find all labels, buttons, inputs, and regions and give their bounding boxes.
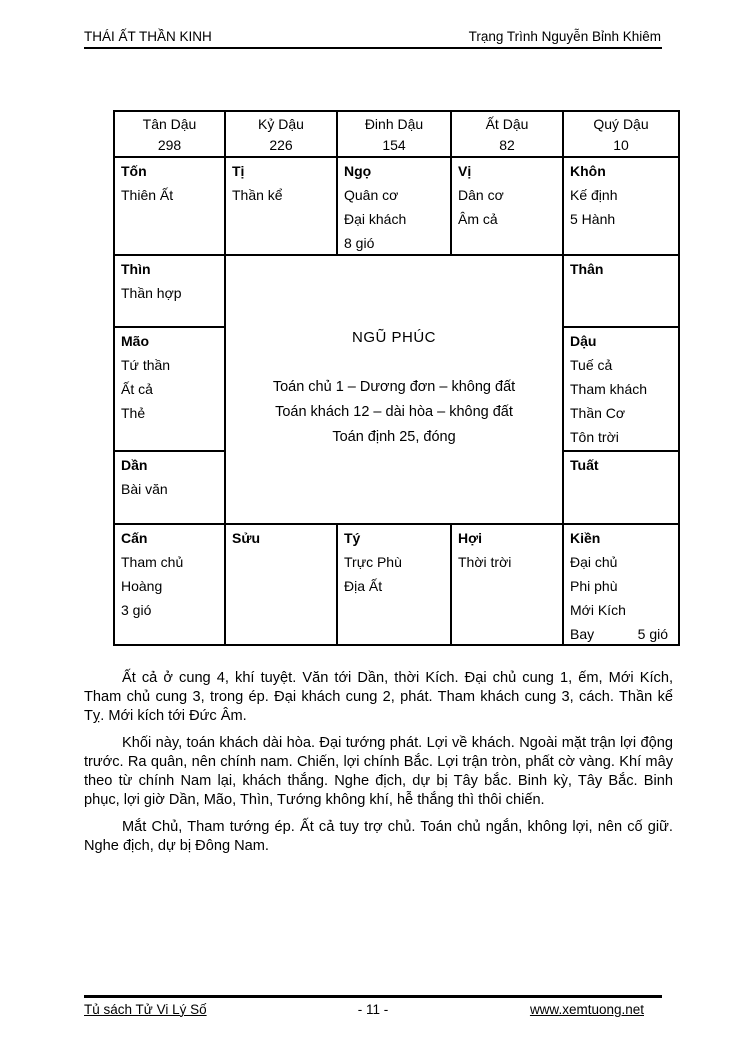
cell-line: Thẻ	[121, 405, 146, 421]
cell-tuat	[564, 452, 680, 525]
toan-khach-line: Toán khách 12 – dài hòa – không đất	[275, 404, 513, 420]
page-footer	[84, 1002, 662, 1022]
cell-title: Vị	[458, 163, 472, 179]
year-cell-ky-dau	[226, 112, 338, 158]
gio-label: 5 gió	[637, 626, 668, 642]
cell-title: Tị	[232, 163, 245, 179]
page-header	[84, 29, 661, 44]
cell-line: Tham chủ	[121, 554, 184, 570]
cell-line: Tham khách	[570, 381, 648, 397]
paragraph-3: Mắt Chủ, Tham tướng ép. Ất cả tuy trợ chủ. Toán chủ ngắn, không lợi, nên cố giữ. Nghe địch, dự bị Đông Nam.	[84, 819, 673, 854]
cell-line: 8 gió	[344, 235, 375, 251]
cell-line: 3 gió	[121, 602, 152, 618]
cell-line: 5 Hành	[570, 211, 616, 227]
toan-chu-line: Toán chủ 1 – Dương đơn – không đất	[272, 379, 516, 395]
cell-title: Sửu	[232, 530, 261, 546]
cell-mao	[115, 328, 226, 452]
cell-thin	[115, 256, 226, 328]
center-cell-ngu-phuc	[226, 256, 564, 525]
cell-line: Đại khách	[344, 211, 407, 227]
cell-title: Tuất	[570, 457, 599, 473]
year-cell-quy-dau	[564, 112, 680, 158]
bay-label: Bay	[570, 626, 595, 642]
cell-line: Địa Ất	[344, 578, 383, 594]
cell-vi	[452, 158, 564, 256]
cell-line: Bài văn	[121, 481, 168, 497]
cell-kien	[564, 525, 680, 646]
body-text	[84, 669, 673, 864]
header-rule	[84, 47, 662, 49]
cell-ngo	[338, 158, 452, 256]
cell-title: Thìn	[121, 261, 151, 277]
footer-website-link[interactable]: www.xemtuong.net	[529, 1002, 644, 1017]
cell-title: Cấn	[121, 530, 148, 546]
book-title: THÁI ẤT THẦN KINH	[84, 29, 212, 44]
year-value: 298	[157, 137, 182, 153]
year-name: Tân Dậu	[142, 116, 197, 132]
cell-line: Âm cả	[458, 211, 498, 227]
footer-series-title: Tủ sách Tử Vi Lý Số	[84, 1002, 207, 1017]
cell-title: Hợi	[458, 530, 482, 546]
year-name: Đinh Dậu	[364, 116, 424, 132]
paragraph-2: Khối này, toán khách dài hòa. Đại tướng phát. Lợi về khách. Ngoài mặt trận lợi động trước. Ra quân, nên chính nam. Chiến, lợi chính Bắc. Lợi trận tròn, phất cờ vàng. Khí mây theo từ chính Nam lại, khách thắng. Nghe địch, dự bị Tây bắc. Binh kỳ, Tây Bắc. Binh phục, lợi giờ Dần, Mão, Thìn, Tướng không khí, hễ thắng thì thôi chiến.	[84, 735, 673, 808]
cell-ty	[338, 525, 452, 646]
year-cell-tan-dau	[115, 112, 226, 158]
year-name: Quý Dậu	[593, 116, 649, 132]
footer-rule	[84, 995, 662, 998]
cell-ton	[115, 158, 226, 256]
cell-line: Thần kể	[232, 187, 283, 203]
year-value: 10	[613, 137, 629, 153]
toan-dinh-line: Toán định 25, đóng	[332, 429, 456, 445]
cell-title: Dậu	[570, 333, 597, 349]
cell-line: Ất cả	[121, 381, 153, 397]
author-name: Trạng Trình Nguyễn Bỉnh Khiêm	[468, 29, 661, 44]
cell-title: Dần	[121, 457, 148, 473]
cell-line-split	[570, 622, 676, 646]
year-cell-dinh-dau	[338, 112, 452, 158]
cell-line: Quân cơ	[344, 187, 399, 203]
cell-line: Phi phù	[570, 578, 618, 594]
cell-title: Khôn	[570, 163, 606, 179]
cell-title: Mão	[121, 333, 149, 349]
cell-khon	[564, 158, 680, 256]
cell-line: Tứ thần	[121, 357, 171, 373]
cell-line: Đại chủ	[570, 554, 618, 570]
year-name: Kỷ Dậu	[258, 116, 304, 132]
cell-title: Tý	[344, 530, 361, 546]
year-value: 226	[269, 137, 293, 153]
cell-line: Hoàng	[121, 578, 163, 594]
cell-line: Dân cơ	[458, 187, 504, 203]
cell-line: Thiên Ất	[121, 187, 174, 203]
cell-title: Thân	[570, 261, 604, 277]
center-title: NGŨ PHÚC	[351, 329, 436, 346]
cell-line: Mới Kích	[570, 602, 626, 618]
cell-dau	[564, 328, 680, 452]
cell-line: Thời trời	[458, 554, 512, 570]
cell-than	[564, 256, 680, 328]
cell-line: Thần hợp	[121, 285, 182, 301]
cell-suu	[226, 525, 338, 646]
year-value: 82	[499, 137, 515, 153]
paragraph-1: Ất cả ở cung 4, khí tuyệt. Văn tới Dần, thời Kích. Đại chủ cung 1, ếm, Mới Kích, Tham chủ cung 3, trong ép. Đại khách cung 2, phát. Tham khách cung 3, cách. Thần kể Tỵ. Mới kích tới Đức Âm.	[84, 670, 673, 724]
year-cell-at-dau	[452, 112, 564, 158]
year-value: 154	[382, 137, 406, 153]
cell-dan	[115, 452, 226, 525]
thai-at-chart-table	[113, 110, 680, 646]
cell-line: Tuế cả	[570, 357, 613, 373]
cell-hoi	[452, 525, 564, 646]
cell-can	[115, 525, 226, 646]
footer-page-number: - 11 -	[357, 1002, 389, 1017]
year-name: Ất Dậu	[485, 116, 529, 132]
cell-line: Thần Cơ	[570, 405, 626, 421]
cell-title: Kiền	[570, 530, 601, 546]
cell-line: Tôn trời	[570, 429, 619, 445]
cell-ti	[226, 158, 338, 256]
cell-line: Trực Phù	[344, 554, 402, 570]
cell-title: Ngọ	[344, 163, 372, 179]
cell-title: Tốn	[121, 163, 147, 179]
cell-line: Kế định	[570, 187, 618, 203]
